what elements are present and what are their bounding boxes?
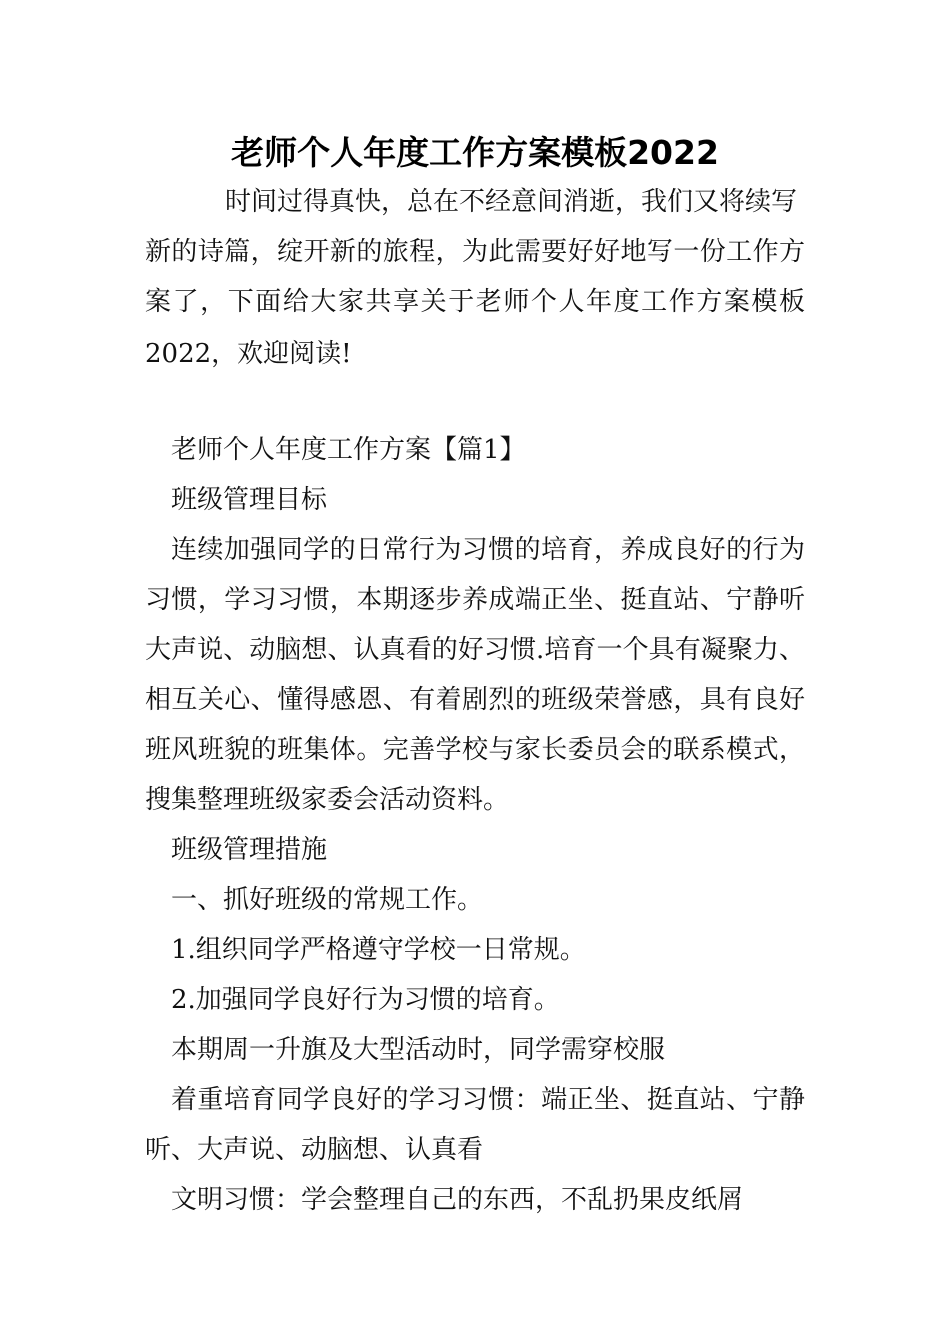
goal-line-5: 班风班貌的班集体。完善学校与家长委员会的联系模式， [145,735,805,765]
measure-item-2: 2.加强同学良好行为习惯的培育。 [171,985,560,1015]
intro-line-1: 时间过得真快，总在不经意间消逝，我们又将续写 [225,187,798,217]
measure-1: 一、抓好班级的常规工作。 [171,885,484,915]
intro-line-3: 案了，下面给大家共享关于老师个人年度工作方案模板 [145,287,805,317]
goal-line-3: 大声说、动脑想、认真看的好习惯.培育一个具有凝聚力、 [145,635,805,665]
habit-line-1: 着重培育同学良好的学习习惯：端正坐、挺直站、宁静 [171,1085,805,1115]
goal-line-6: 搜集整理班级家委会活动资料。 [145,785,510,815]
goal-heading: 班级管理目标 [171,485,328,515]
civil-line: 文明习惯：学会整理自己的东西，不乱扔果皮纸屑 [171,1185,744,1215]
intro-line-2: 新的诗篇，绽开新的旅程，为此需要好好地写一份工作方 [145,237,805,267]
document-title: 老师个人年度工作方案模板2022 [231,133,719,172]
section-heading: 老师个人年度工作方案【篇1】 [171,435,526,465]
goal-line-4: 相互关心、懂得感恩、有着剧烈的班级荣誉感，具有良好 [145,685,805,715]
goal-line-1: 连续加强同学的日常行为习惯的培育，养成良好的行为 [171,535,805,565]
habit-line-2: 听、大声说、动脑想、认真看 [145,1135,484,1165]
measure-item-1: 1.组织同学严格遵守学校一日常规。 [171,935,586,965]
goal-line-2: 习惯，学习习惯，本期逐步养成端正坐、挺直站、宁静听 [145,585,805,615]
measures-heading: 班级管理措施 [171,835,328,865]
intro-line-4: 2022，欢迎阅读! [145,339,352,369]
uniform-line: 本期周一升旗及大型活动时，同学需穿校服 [171,1035,666,1065]
